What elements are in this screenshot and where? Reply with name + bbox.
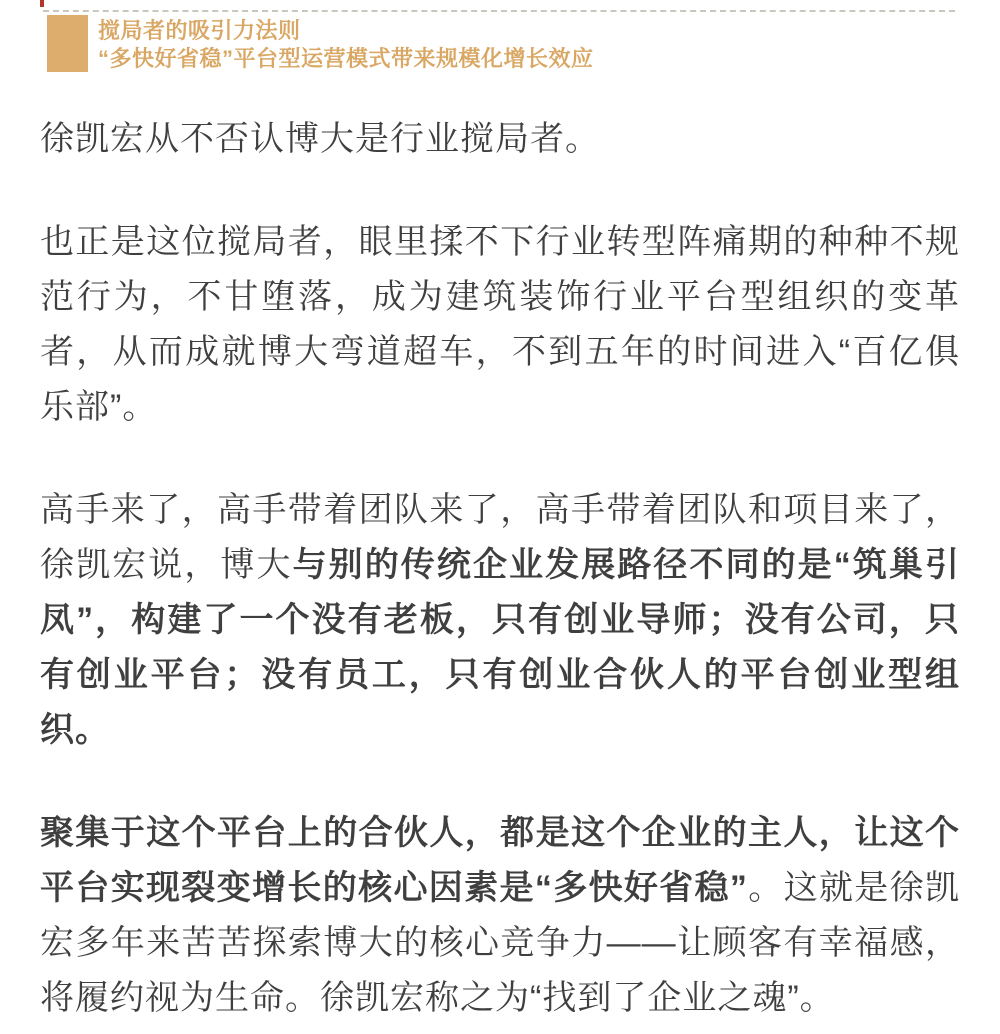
paragraph	[40, 806, 960, 1026]
article-body	[40, 112, 960, 1026]
top-dashed-divider	[43, 10, 955, 12]
section-heading-line1: 搅局者的吸引力法则	[98, 18, 301, 43]
paragraph	[40, 483, 960, 758]
section-heading	[98, 17, 594, 73]
text-segment: 与别的传统企业发展路径不同的是“筑巢引凤”，构建了一个没有老板，只有创业导师；没有公司，只有创业平台；没有员工，只有创业合伙人的平台创业型组织。	[40, 546, 961, 749]
red-mark	[40, 0, 44, 7]
section-heading-line2: “多快好省稳”平台型运营模式带来规模化增长效应	[98, 46, 594, 71]
text-segment: 高手来了，高手带着团队来了，高手带着团队和项目来了，徐凯宏说，博大	[40, 491, 960, 584]
text-segment: 徐凯宏从不否认博大是行业搅局者。	[40, 120, 600, 158]
gold-accent-block	[47, 15, 88, 72]
text-segment: 。这就是徐凯宏多年来苦苦探索博大的核心竞争力——让顾客有幸福感，将履约视为生命。徐凯宏称之为“找到了企业之魂”。	[40, 869, 960, 1017]
paragraph	[40, 112, 960, 167]
text-segment: 也正是这位搅局者，眼里揉不下行业转型阵痛期的种种不规范行为，不甘堕落，成为建筑装饰行业平台型组织的变革者，从而成就博大弯道超车，不到五年的时间进入“百亿俱乐部”。	[40, 223, 960, 426]
text-segment: 聚集于这个平台上的合伙人，都是这个企业的主人，让这个平台实现裂变增长的核心因素是“多快好省稳”	[40, 814, 960, 907]
paragraph	[40, 215, 960, 435]
article-header	[0, 0, 1000, 72]
